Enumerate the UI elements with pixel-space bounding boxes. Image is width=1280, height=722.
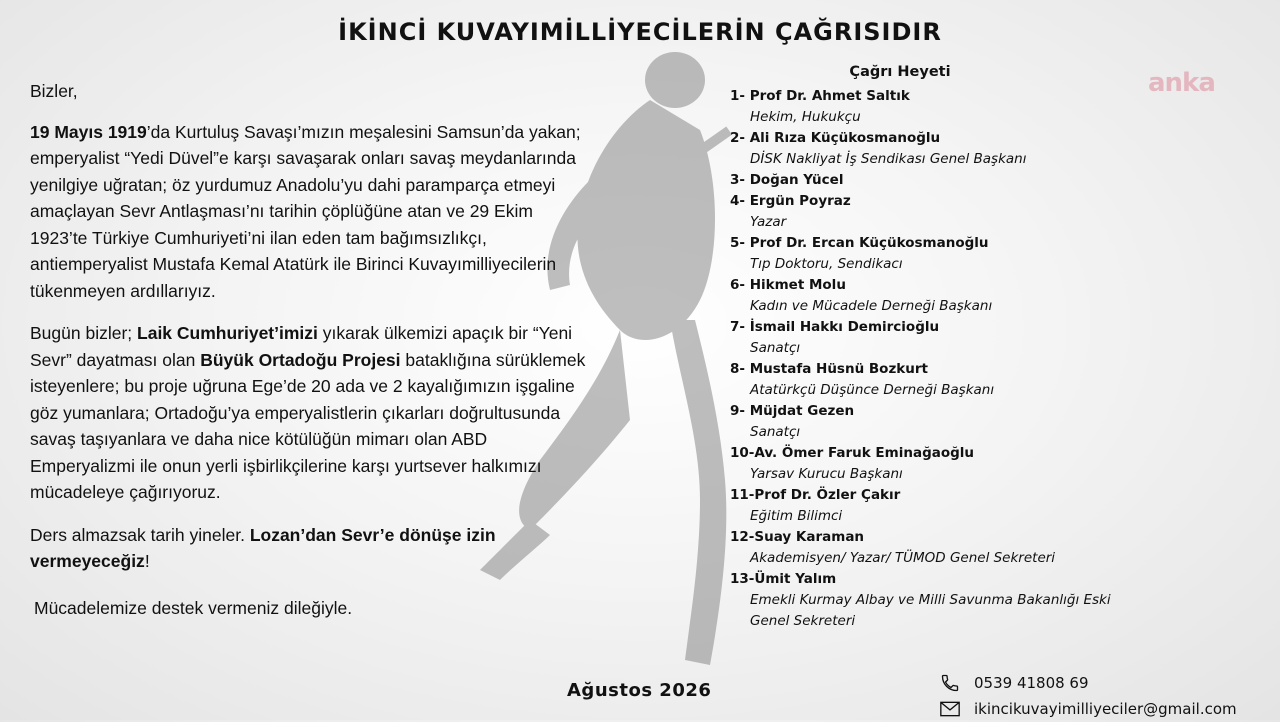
member-name: 3- Doğan Yücel xyxy=(730,172,844,188)
member-role: Emekli Kurmay Albay ve Milli Savunma Bakanlığı Eski Genel Sekreteri xyxy=(750,592,1111,629)
committee-member xyxy=(730,443,1230,485)
paragraph-3-text-2: ! xyxy=(144,551,150,571)
committee-member xyxy=(730,233,1230,275)
committee-member xyxy=(730,317,1230,359)
committee-member xyxy=(730,485,1230,527)
bold-buyuk-ortadogu: Büyük Ortadoğu Projesi xyxy=(200,349,401,370)
paragraph-2-text-2: yıkarak ülkemizi apaçık bir “Yeni Sevr” dayatması olan xyxy=(30,323,573,370)
anka-watermark-logo: anka xyxy=(1148,68,1215,98)
phone-icon xyxy=(940,673,960,693)
member-role: DİSK Nakliyat İş Sendikası Genel Başkanı xyxy=(750,151,1027,167)
committee-member xyxy=(730,191,1230,233)
committee-title: Çağrı Heyeti xyxy=(849,64,951,80)
member-role: Yarsav Kurucu Başkanı xyxy=(750,466,903,482)
member-name: 1- Prof Dr. Ahmet Saltık xyxy=(730,88,910,104)
email-address[interactable]: ikincikuvayimilliyeciler@gmail.com xyxy=(974,700,1237,718)
contact-info xyxy=(940,670,1237,722)
member-name: 7- İsmail Hakkı Demircioğlu xyxy=(730,319,940,335)
member-role: Yazar xyxy=(750,214,787,230)
bold-date: 19 Mayıs 1919 xyxy=(30,121,147,142)
committee-member xyxy=(730,170,1230,191)
paragraph-1-text: ’da Kurtuluş Savaşı’mızın meşalesini Samsun’da yakan; emperyalist “Yedi Düvel”e karşı savaşarak onları savaş meydanlarında yenilgiye uğratan; öz yurdumuz Anadolu’yu dahi paramparça etmeyi amaçlayan Sevr Antlaşması’nı tarihin çöplüğüne atan ve 29 Ekim 1923’te Türkiye Cumhuriyeti’ni ilan eden tam bağımsızlıkçı, antiemperyalist Mustafa Kemal Atatürk ile Birinci Kuvayımilliyecilerin tükenmeyen ardıllarıyız. xyxy=(30,121,581,301)
member-role: Kadın ve Mücadele Derneği Başkanı xyxy=(750,298,993,314)
email-row xyxy=(940,696,1237,722)
member-name: 11-Prof Dr. Özler Çakır xyxy=(730,487,901,503)
committee-member xyxy=(730,275,1230,317)
letter-body xyxy=(30,78,590,621)
member-name: 13-Ümit Yalım xyxy=(730,571,837,587)
phone-number: 0539 41808 69 xyxy=(974,674,1089,692)
page-title: İKİNCİ KUVAYIMİLLİYECİLERİN ÇAĞRISIDIR xyxy=(338,18,942,46)
member-name: 2- Ali Rıza Küçükosmanoğlu xyxy=(730,130,941,146)
letter-paragraph-3 xyxy=(30,522,590,575)
committee-member xyxy=(730,527,1230,569)
member-role: Atatürkçü Düşünce Derneği Başkanı xyxy=(750,382,995,398)
letter-paragraph-2 xyxy=(30,320,590,506)
envelope-icon xyxy=(940,701,960,717)
member-name: 12-Suay Karaman xyxy=(730,529,865,545)
member-name: 5- Prof Dr. Ercan Küçükosmanoğlu xyxy=(730,235,989,251)
letter-greeting: Bizler, xyxy=(30,81,78,101)
member-role: Sanatçı xyxy=(750,424,801,440)
member-role: Tıp Doktoru, Sendikacı xyxy=(750,256,903,272)
member-name: 6- Hikmet Molu xyxy=(730,277,846,293)
member-name: 9- Müjdat Gezen xyxy=(730,403,855,419)
bold-laik-cumhuriyet: Laik Cumhuriyet’imizi xyxy=(137,323,318,343)
committee-member xyxy=(730,86,1230,128)
letter-date: Ağustos 2026 xyxy=(567,680,712,701)
paragraph-3-text-1: Ders almazsak tarih yineler. xyxy=(30,524,250,545)
member-role: Eğitim Bilimci xyxy=(750,508,843,524)
member-name: 8- Mustafa Hüsnü Bozkurt xyxy=(730,361,929,377)
letter-paragraph-1 xyxy=(30,119,590,305)
member-role: Akademisyen/ Yazar/ TÜMOD Genel Sekreteri xyxy=(750,550,1056,566)
committee-member xyxy=(730,569,1230,632)
letter-closing: Mücadelemize destek vermeniz dileğiyle. xyxy=(34,597,353,618)
paragraph-2-text-1: Bugün bizler; xyxy=(30,323,138,343)
member-role: Hekim, Hukukçu xyxy=(750,109,861,125)
member-role: Sanatçı xyxy=(750,340,801,356)
phone-row xyxy=(940,670,1237,696)
committee-member xyxy=(730,359,1230,401)
committee-list xyxy=(730,64,1230,632)
committee-member xyxy=(730,401,1230,443)
committee-member xyxy=(730,128,1230,170)
paragraph-2-text-3: bataklığına sürüklemek isteyenlere; bu proje uğruna Ege’de 20 ada ve 2 kayalığımızın işgaline göz yumanlara; Ortadoğu’ya emperyalistlerin çıkarları doğrultusunda savaş taşıyanlara ve daha nice kötülüğün mimarı olan ABD Emperyalizmi ile onun yerli işbirlikçilerine karşı yurtsever halkımızı mücadeleye çağırıyoruz. xyxy=(30,349,586,502)
bold-lozan-sevr: Lozan’dan Sevr’e dönüşe izin vermeyeceğiz xyxy=(30,524,496,571)
member-name: 4- Ergün Poyraz xyxy=(730,193,851,209)
member-name: 10-Av. Ömer Faruk Eminağaoğlu xyxy=(730,445,975,461)
